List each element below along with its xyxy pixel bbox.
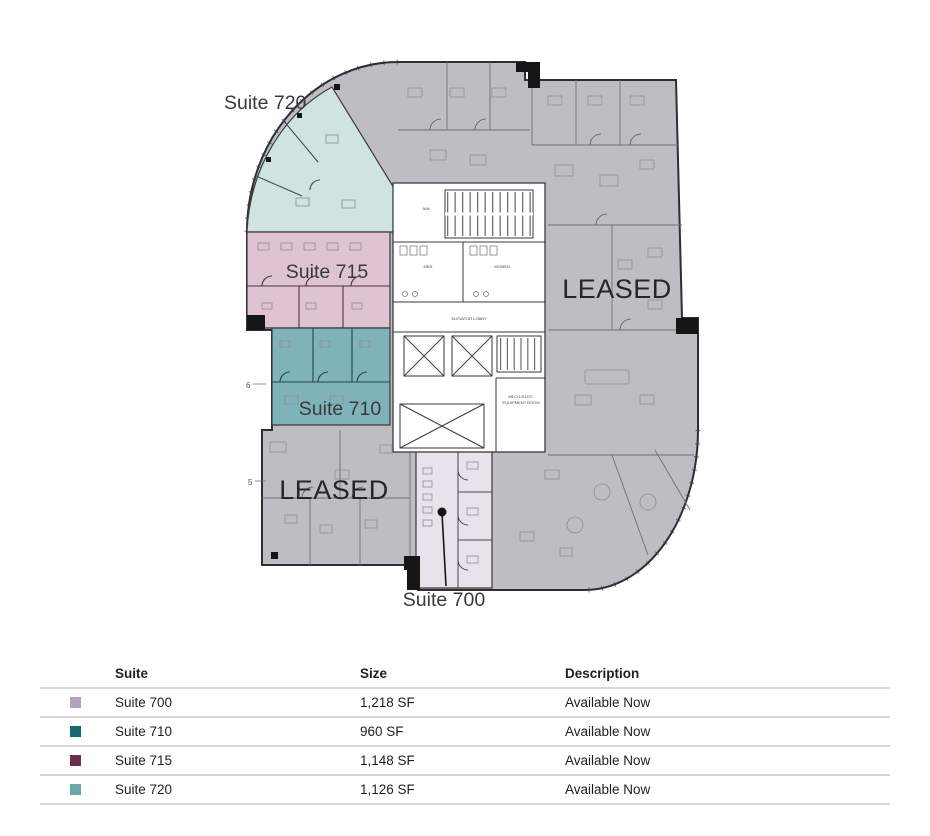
size-cell: 1,218 SF [360,695,415,710]
size-cell: 1,148 SF [360,753,415,768]
suite-715-label: Suite 715 [285,261,369,283]
description-cell: Available Now [565,695,651,710]
table-row[interactable] [40,689,890,718]
col-header-size: Size [360,665,388,681]
grid-marker-5: 5 [248,478,253,487]
suite-700-leader-dot [438,508,447,517]
suite-720-swatch [70,784,81,795]
suite-700-label: Suite 700 [402,589,486,611]
suite-720-label: Suite 720 [224,92,307,114]
table-row[interactable] [40,747,890,776]
equipment-room-label-line1: MECH./ELEC. [508,394,534,399]
table-header-row [40,659,890,689]
size-cell: 1,126 SF [360,782,415,797]
elevator-lobby-label: ELEVATOR LOBBY [451,316,487,321]
building-core [393,183,545,452]
womens-restroom-label: WOMEN [494,264,510,269]
suite-700-swatch [70,697,81,708]
grid-marker-6: 6 [246,381,251,390]
description-cell: Available Now [565,782,651,797]
leased-left-label: LEASED [279,475,389,505]
suite-710-swatch [70,726,81,737]
availability-table [40,659,890,805]
equipment-room-label-line2: EQUIPMENT ROOM [502,400,540,405]
size-cell: 960 SF [360,724,404,739]
description-cell: Available Now [565,724,651,739]
col-header-suite: Suite [115,665,149,681]
suite-cell: Suite 720 [115,782,173,797]
col-header-description: Description [565,665,640,681]
suite-700-region[interactable] [416,450,492,588]
mens-restroom-label: MEN [423,264,433,269]
jan-closet-label: JAN. [422,206,431,211]
table-row[interactable] [40,776,890,805]
suite-710-label: Suite 710 [298,398,382,420]
suite-cell: Suite 700 [115,695,173,710]
suite-cell: Suite 710 [115,724,173,739]
leased-right-label: LEASED [562,274,672,304]
suite-715-swatch [70,755,81,766]
table-row[interactable] [40,718,890,747]
description-cell: Available Now [565,753,651,768]
suite-cell: Suite 715 [115,753,173,768]
